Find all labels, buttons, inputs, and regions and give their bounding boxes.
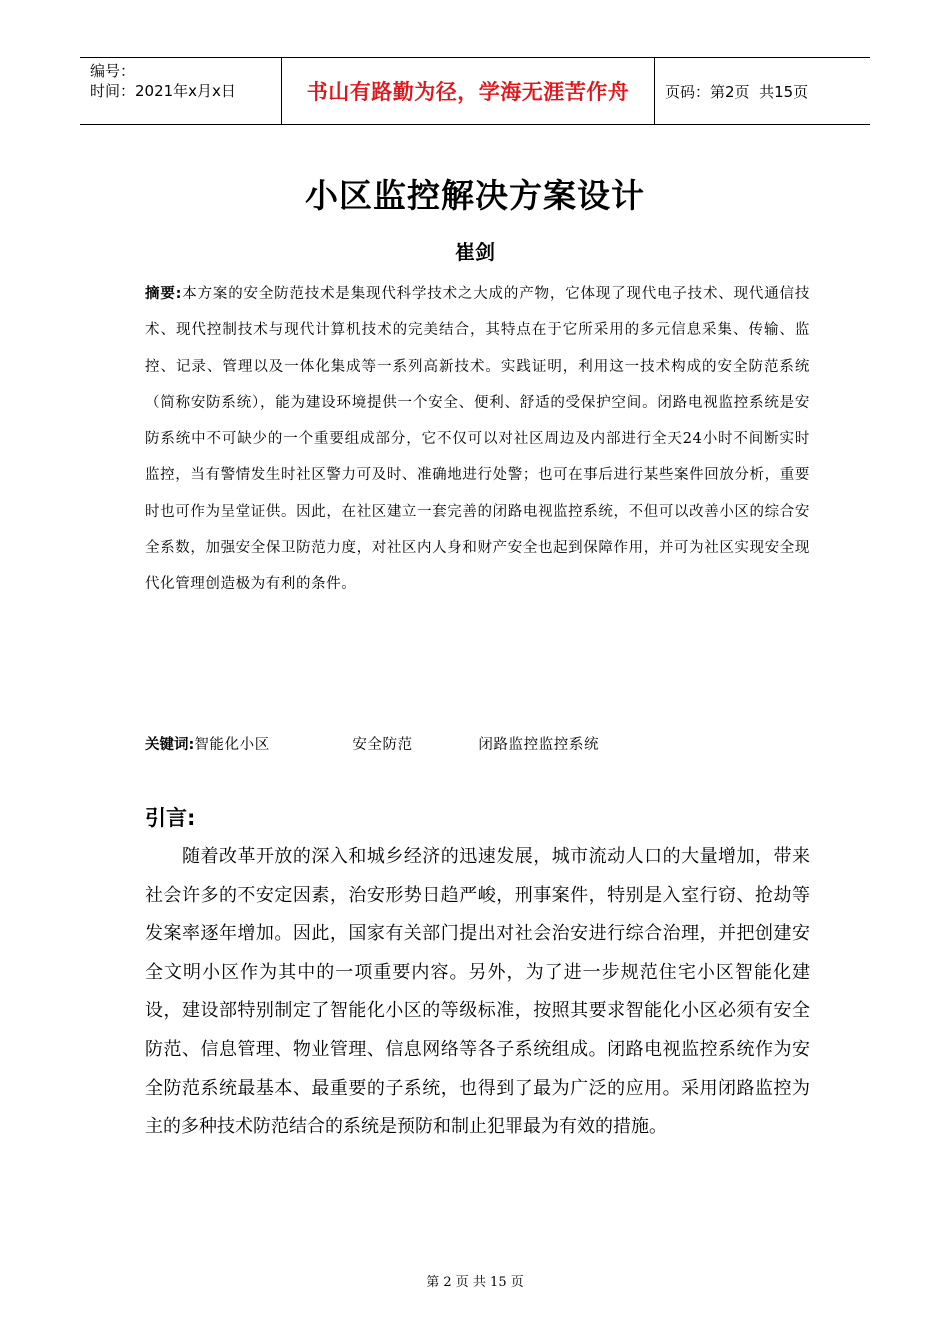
abstract-label: 摘要: (145, 286, 183, 302)
keywords-label: 关键词: (145, 737, 195, 753)
number-label: 编号： (90, 62, 136, 80)
header-meta (80, 58, 281, 124)
abstract (145, 276, 810, 603)
page-footer: 第 2 页 共 15 页 (426, 1275, 524, 1290)
header-motto: 书山有路勤为径，学海无涯苦作舟 (281, 58, 655, 124)
page-header (80, 57, 870, 125)
intro-heading: 引言: (145, 806, 196, 830)
keyword-item: 智能化小区 (194, 737, 270, 753)
keyword-item: 闭路监控监控系统 (478, 737, 600, 753)
keyword-item: 安全防范 (352, 737, 413, 753)
date-label: 时间：2021年x月x日 (90, 82, 236, 100)
document-author: 崔剑 (455, 240, 495, 264)
intro-paragraph: 随着改革开放的深入和城乡经济的迅速发展，城市流动人口的大量增加，带来社会许多的不安定因素，治安形势日趋严峻，刑事案件，特别是入室行窃、抢劫等发案率逐年增加。因此，国家有关部门提出对社会治安进行综合治理，并把创建安全文明小区作为其中的一项重要内容。另外，为了进一步规范住宅小区智能化建设，建设部特别制定了智能化小区的等级标准，按照其要求智能化小区必须有安全防范、信息管理、物业管理、信息网络等各子系统组成。闭路电视监控系统作为安全防范系统最基本、最重要的子系统，也得到了最为广泛的应用。采用闭路监控为主的多种技术防范结合的系统是预防和制止犯罪最为有效的措施。 (145, 846, 810, 1138)
keywords (145, 733, 599, 754)
abstract-text: 本方案的安全防范技术是集现代科学技术之大成的产物，它体现了现代电子技术、现代通信技术、现代控制技术与现代计算机技术的完美结合，其特点在于它所采用的多元信息采集、传输、监控、记录、管理以及一体化集成等一系列高新技术。实践证明，利用这一技术构成的安全防范系统（简称安防系统），能为建设环境提供一个安全、便利、舒适的受保护空间。闭路电视监控系统是安防系统中不可缺少的一个重要组成部分，它不仅可以对社区周边及内部进行全天24小时不间断实时监控，当有警情发生时社区警力可及时、准确地进行处警；也可在事后进行某些案件回放分析，重要时也可作为呈堂证供。因此，在社区建立一套完善的闭路电视监控系统，不但可以改善小区的综合安全系数，加强安全保卫防范力度，对社区内人身和财产安全也起到保障作用，并可为社区实现安全现代化管理创造极为有利的条件。 (145, 286, 810, 593)
header-page-info: 页码：第2页 共15页 (665, 82, 809, 101)
document-title: 小区监控解决方案设计 (305, 176, 645, 215)
